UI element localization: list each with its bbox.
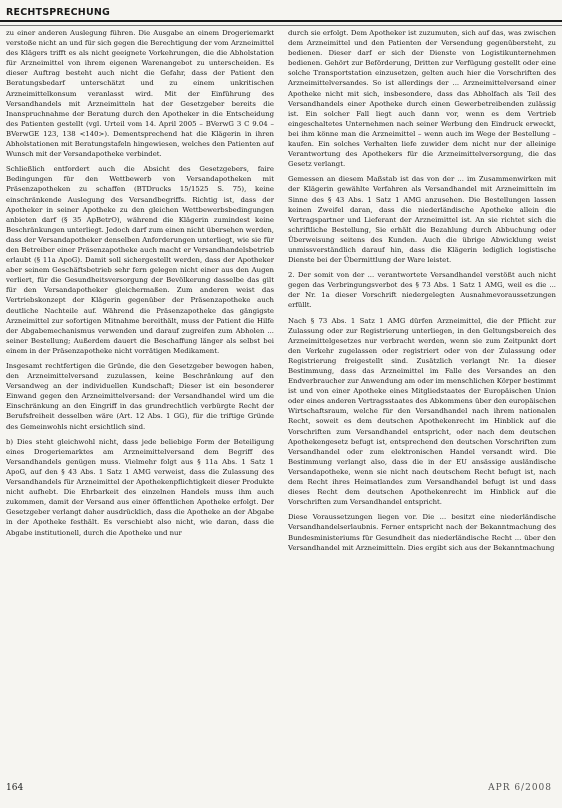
paragraph: b) Dies steht gleichwohl nicht, dass jede beliebige Form der Beteiligung eines Drogeriemarktes am Arzneimittelversand dem Begriff des Versandhandels genügen muss. Vielmehr folgt aus § 11a Abs. 1 Satz 1 ApoG, auf den § 43 Abs. 1 Satz 1 AMG verweist, dass die Zulassung des Versandhandels für Arzneimittel der Apothekenpflichtigkeit dieser Produkte nicht aufhebt. Die Ehrbarkeit des einzelnen Handels muss ihm auch zukommen, damit der Versand aus einer öffentlichen Apotheke erfolgt. Der Gesetzgeber verlangt daher ausdrücklich, dass die Apotheke an der Abgabe in der Apotheke festhält. Es verschiebt also nicht, wie daran, dass die Abgabe institutionell, durch die Apotheke und nur bbox=[6, 437, 274, 537]
paragraph: 2. Der somit von der ... verantwortete Versandhandel verstößt auch nicht gegen das Verbringungsverbot des § 73 Abs. 1 Satz 1 AMG, weil es die ... der Nr. 1a dieser Vorschrift niedergelegten Ausnahmevoraussetzungen erfüllt. bbox=[288, 271, 556, 310]
paragraph: Nach § 73 Abs. 1 Satz 1 AMG dürfen Arzneimittel, die der Pflicht zur Zulassung oder zur Registrierung unterliegen, in den Geltungsbereich des Arzneimittelgesetzes nur verbracht werden, wenn sie zum Zeitpunkt dort den Verkehr zugelassen oder registriert oder von der Zulassung oder Registrierung freigestellt sind. Zusätzlich verlangt Nr. 1a dieser Bestimmung, dass das Arzneimittel im Falle des Versandes an den Endverbraucher zur Anwendung am oder im menschlichen Körper bestimmt ist und von einer Apotheke eines Mitgliedstaates der Europäischen Union oder eines anderen Vertragsstaates des Abkommens über den europäischen Wirtschaftsraum, welche für den Versandhandel nach ihrem nationalen Recht, soweit es dem deutschen Apothekenrecht im Hinblick auf die Vorschriften zum Versandhandel entspricht, oder nach dem deutschen Apothekengesetz befugt ist, entsprechend den deutschen Vorschriften zum Versandhandel oder zum elektronischen Handel versandt wird. Die Bestimmung verlangt also, dass die in der EU ansässige ausländische Versandapotheke, wenn sie nicht nach deutschem Recht befugt ist, nach dem Recht ihres Heimatlandes zum Versandhandel befugt ist und dass dieses Recht dem deutschen Apothekenrecht im Hinblick auf die Vorschriften zum Versandhandel entspricht. bbox=[288, 316, 556, 507]
paragraph: zu einer anderen Auslegung führen. Die Ausgabe an einem Drogeriemarkt verstoße nicht an und für sich gegen die Berechtigung der vom Arzneimittel des Klägers trifft es als nicht geeignete Vorkehrungen, die die Abholstation für Arzneimittel von ihrem eigenen Warenangebot zu unterscheiden. Es dieser Auftrag besteht auch nicht die Gefahr, dass der Patient den Beratungsbedarf unterschätzt und zu einem unkritischen Arzneimittelkonsum veranlasst wird. Mit der Einführung des Versandhandels mit Arzneimitteln hat der Gesetzgeber bereits die Inanspruchnahme der Beratung durch den Apotheker in die Entscheidung des Patienten gestellt (vgl. Urteil vom 14. April 2005 – BVerwG 3 C 9.04 – BVerwGE 123, 138 <140>). Dementsprechend hat die Klägerin in ihren Abholstationen mit Beratungstafeln hingewiesen, welches den Patienten auf Wunsch mit der Versandapotheke verbindet. bbox=[6, 29, 274, 159]
paragraph: durch sie erfolgt. Dem Apotheker ist zuzumuten, sich auf das, was zwischen dem Arzneimittel und den Patienten der Versendung gegenübersteht, zu bedienen. Dieser darf er sich der Dienste von Logistikunternehmen bedienen. Gehört zur Beförderung, Dritten zur Verfügung gestellt oder eine solche Transportstation einzusetzen, gelten auch hier die Vorschriften des Arzneimittelversandes. So ist allerdings der ... Arzneimittelversand einer Apotheke nicht mit sich, insbesondere, dass das Abholfach als Teil des Versandhandels einer Apotheke durch einen Gewerbetreibenden zulässig ist. Ein solcher Fall liegt auch dann vor, wenn es dem Vertrieb eingeschaltetes Unternehmen nach seiner Werbung den Eindruck erweckt, bei ihm könne man die Arzneimittel – wenn auch im Wege der Bestellung – kaufen. Ein solches Verhalten liefe zuwider dem nicht nur der alleinige Verantwortung des Apothekers für die Arzneimittelversorgung, die das Gesetz verlangt. bbox=[288, 29, 556, 169]
page-number: 164 bbox=[6, 783, 24, 793]
header-rule-thin bbox=[0, 25, 562, 26]
right-column bbox=[288, 28, 556, 783]
left-column bbox=[6, 28, 274, 783]
paragraph: Schließlich entfordert auch die Absicht des Gesetzgebers, faire Bedingungen für den Wettbewerb von Versandapotheken mit Präsenzapotheken zu schaffen (BTDrucks 15/1525 S. 75), keine einschränkende Auslegung des Versandbegriffs. Richtig ist, dass der Apotheker in seiner Apotheke zu den gleichen Wettbewerbsbedingungen anbieten darf (§ 35 ApBetrO), während die Klägerin zumindest keine Beschränkungen unterliegt. Jedoch darf zum einen nicht übersehen werden, dass der Versandapotheker denselben Anforderungen unterliegt, wie sie für den Betreiber einer Präsenzapotheke auch macht er Versandhandelsbetrieb erlaubt (§ 11a ApoG). Damit soll sichergestellt werden, dass der Apotheker aber seinem Geschäftsbetrieb sehr fern gelegen nicht einer aus den Augen verliert, für die Gesundheitsversorgung der Bevölkerung dasselbe das gilt für den Versandapotheker gleichermaßen. Zum anderen weist das Vertriebskonzept der Klägerin gegenüber der Präsenzapotheke auch deutliche Nachteile auf. Während die Präsenzapotheke das gängigste Arzneimittel zur sofortigen Mitnahme bereithält, muss der Patient die Hilfe der Abgabemechanismus verwenden und darauf zugreifen zum Abholen ... seiner Bestellung; Außerdem dauert die Beschaffung länger als selbst bei einem in der Präsenzapotheke nicht vorrätigen Medikament. bbox=[6, 165, 274, 355]
paragraph: Diese Voraussetzungen liegen vor. Die ... besitzt eine niederländische Versandhandelserlaubnis. Ferner entspricht nach der Bekanntmachung des Bundesministeriums für Gesundheit das niederländische Recht ... über den Versandhandel mit Arzneimitteln. Dies ergibt sich aus der Bekanntmachung bbox=[288, 513, 556, 552]
paragraph: Insgesamt rechtfertigen die Gründe, die den Gesetzgeber bewogen haben, den Arzneimittelversand zuzulassen, keine Beschränkung auf den Versandweg an der individuellen Kundschaft; Dieser ist ein besonderer Einwand gegen den Arzneimittelversand: der Versandhandel wird um die Einschränkung an den Eingriff in das grundrechtlich verbürgte Recht der Berufsfreiheit desselben wäre (Art. 12 Abs. 1 GG), für die triftige Gründe des Gemeinwohls nicht ersichtlich sind. bbox=[6, 362, 274, 431]
header-rule bbox=[0, 20, 562, 22]
section-header: RECHTSPRECHUNG bbox=[6, 7, 111, 18]
journal-citation: APR 6/2008 bbox=[488, 783, 552, 793]
paragraph: Gemessen an diesem Maßstab ist das von der ... im Zusammenwirken mit der Klägerin gewählte Verfahren als Versandhandel mit Arzneimitteln im Sinne des § 43 Abs. 1 Satz 1 AMG anzusehen. Die Bestellungen lassen keinen Zweifel daran, dass die niederländische Apotheke allein die Vertragspartner und Lieferant der Arzneimittel ist. An sie richtet sich die schriftliche Bestellung, Sie erhält die Bezahlung durch Abbuchung oder Überweisung seitens des Kunden. Auch die übrige Abwicklung weist unmissverständlich darauf hin, dass die Klägerin lediglich logistische Dienste bei der Übermittlung der Ware leistet. bbox=[288, 175, 556, 265]
